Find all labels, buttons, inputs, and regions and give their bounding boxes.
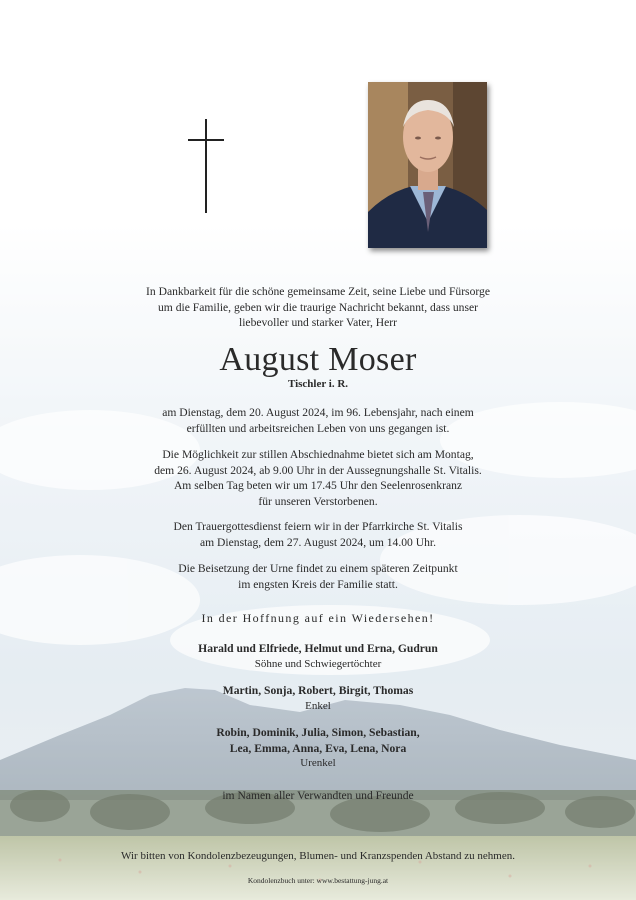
relatives-line: im Namen aller Verwandten und Freunde <box>222 789 414 802</box>
death-line: erfüllten und arbeitsreichen Leben von uns gegangen ist. <box>186 421 450 435</box>
hope-phrase: In der Hoffnung auf ein Wiedersehen! <box>201 611 435 625</box>
urn-burial-info <box>0 561 636 592</box>
death-line: am Dienstag, dem 20. August 2024, im 96. Lebensjahr, nach einem <box>162 406 474 419</box>
farewell-line: Die Möglichkeit zur stillen Abschiednahme bietet sich am Montag, <box>162 448 474 461</box>
family-names: Robin, Dominik, Julia, Simon, Sebastian, <box>216 726 420 739</box>
cross-icon <box>188 119 224 213</box>
farewell-line: dem 26. August 2024, ab 9.00 Uhr in der Aussegnungshalle St. Vitalis. <box>154 463 482 477</box>
farewell-line: Am selben Tag beten wir um 17.45 Uhr den Seelenrosenkranz <box>173 479 463 493</box>
family-relation: Urenkel <box>300 757 336 770</box>
family-group-great-grandchildren <box>0 725 636 771</box>
intro-line: In Dankbarkeit für die schöne gemeinsame Zeit, seine Liebe und Fürsorge <box>146 285 490 298</box>
intro-text <box>0 284 636 331</box>
mass-line: Den Trauergottesdienst feiern wir in der Pfarrkirche St. Vitalis <box>173 520 463 533</box>
intro-line: liebevoller und starker Vater, Herr <box>238 316 398 330</box>
family-relation: Enkel <box>305 699 331 712</box>
family-relation: Söhne und Schwiegertöchter <box>254 657 382 670</box>
family-names: Martin, Sonja, Robert, Birgit, Thomas <box>222 684 414 697</box>
urn-line: im engsten Kreis der Familie statt. <box>238 577 398 591</box>
urn-line: Die Beisetzung der Urne findet zu einem späteren Zeitpunkt <box>178 562 458 575</box>
donation-request: Wir bitten von Kondolenzbezeugungen, Blumen- und Kranzspenden Abstand zu nehmen. <box>121 850 515 862</box>
condolence-book-link[interactable]: Kondolenzbuch unter: www.bestattung-jung.at <box>247 876 389 885</box>
family-group-grandchildren <box>0 683 636 714</box>
deceased-profession: Tischler i. R. <box>287 378 349 390</box>
family-names: Lea, Emma, Anna, Eva, Lena, Nora <box>229 741 407 755</box>
family-group-sons <box>0 641 636 672</box>
funeral-mass-info <box>0 519 636 550</box>
deceased-name: August Moser <box>219 341 417 378</box>
mass-line: am Dienstag, dem 27. August 2024, um 14.00 Uhr. <box>199 535 437 549</box>
death-notice <box>0 405 636 436</box>
intro-line: um die Familie, geben wir die traurige Nachricht bekannt, dass unser <box>157 300 479 314</box>
portrait-photo <box>368 82 487 248</box>
family-names: Harald und Elfriede, Helmut und Erna, Gudrun <box>198 642 438 655</box>
farewell-line: für unseren Verstorbenen. <box>258 494 378 508</box>
farewell-info <box>0 447 636 509</box>
